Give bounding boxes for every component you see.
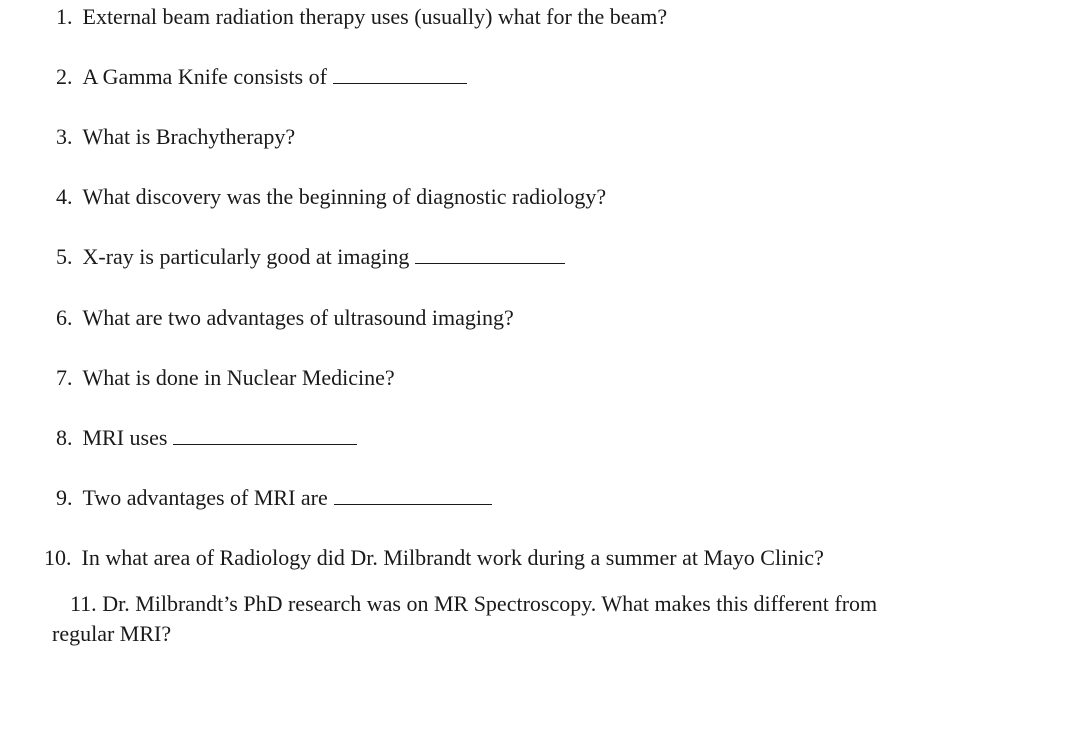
question-text: What is Brachytherapy? <box>82 124 296 149</box>
question-text: In what area of Radiology did Dr. Milbrandt work during a summer at Mayo Clinic? <box>81 545 824 570</box>
question-text: External beam radiation therapy uses (usually) what for the beam? <box>82 4 668 29</box>
question-number: 3. <box>56 124 73 149</box>
question-number: 9. <box>56 485 73 510</box>
question-9 <box>56 485 492 511</box>
question-5 <box>56 244 565 270</box>
question-text: What is done in Nuclear Medicine? <box>82 365 395 390</box>
question-number: 2. <box>56 64 73 89</box>
question-11 <box>52 589 932 649</box>
question-number: 6. <box>56 305 73 330</box>
question-text: A Gamma Knife consists of <box>82 64 327 89</box>
question-6 <box>56 305 514 331</box>
question-7 <box>56 365 395 391</box>
answer-blank[interactable] <box>173 430 357 445</box>
question-3 <box>56 124 295 150</box>
question-text: What are two advantages of ultrasound imaging? <box>82 305 514 330</box>
answer-blank[interactable] <box>334 490 492 505</box>
question-text: What discovery was the beginning of diagnostic radiology? <box>82 184 607 209</box>
question-text: MRI uses <box>82 425 168 450</box>
question-number: 5. <box>56 244 73 269</box>
question-text: X-ray is particularly good at imaging <box>82 244 410 269</box>
question-number: 10. <box>44 545 72 570</box>
question-text: Dr. Milbrandt’s PhD research was on MR Spectroscopy. What makes this different from regular MRI? <box>52 591 878 646</box>
answer-blank[interactable] <box>333 69 467 84</box>
question-1 <box>56 4 667 30</box>
question-4 <box>56 184 606 210</box>
question-number: 1. <box>56 4 73 29</box>
question-text: Two advantages of MRI are <box>82 485 328 510</box>
question-number: 7. <box>56 365 73 390</box>
question-10 <box>44 545 824 571</box>
question-number: 4. <box>56 184 73 209</box>
question-8 <box>56 425 357 451</box>
question-number: 8. <box>56 425 73 450</box>
answer-blank[interactable] <box>415 249 565 264</box>
question-2 <box>56 64 467 90</box>
question-number: 11. <box>70 591 97 616</box>
